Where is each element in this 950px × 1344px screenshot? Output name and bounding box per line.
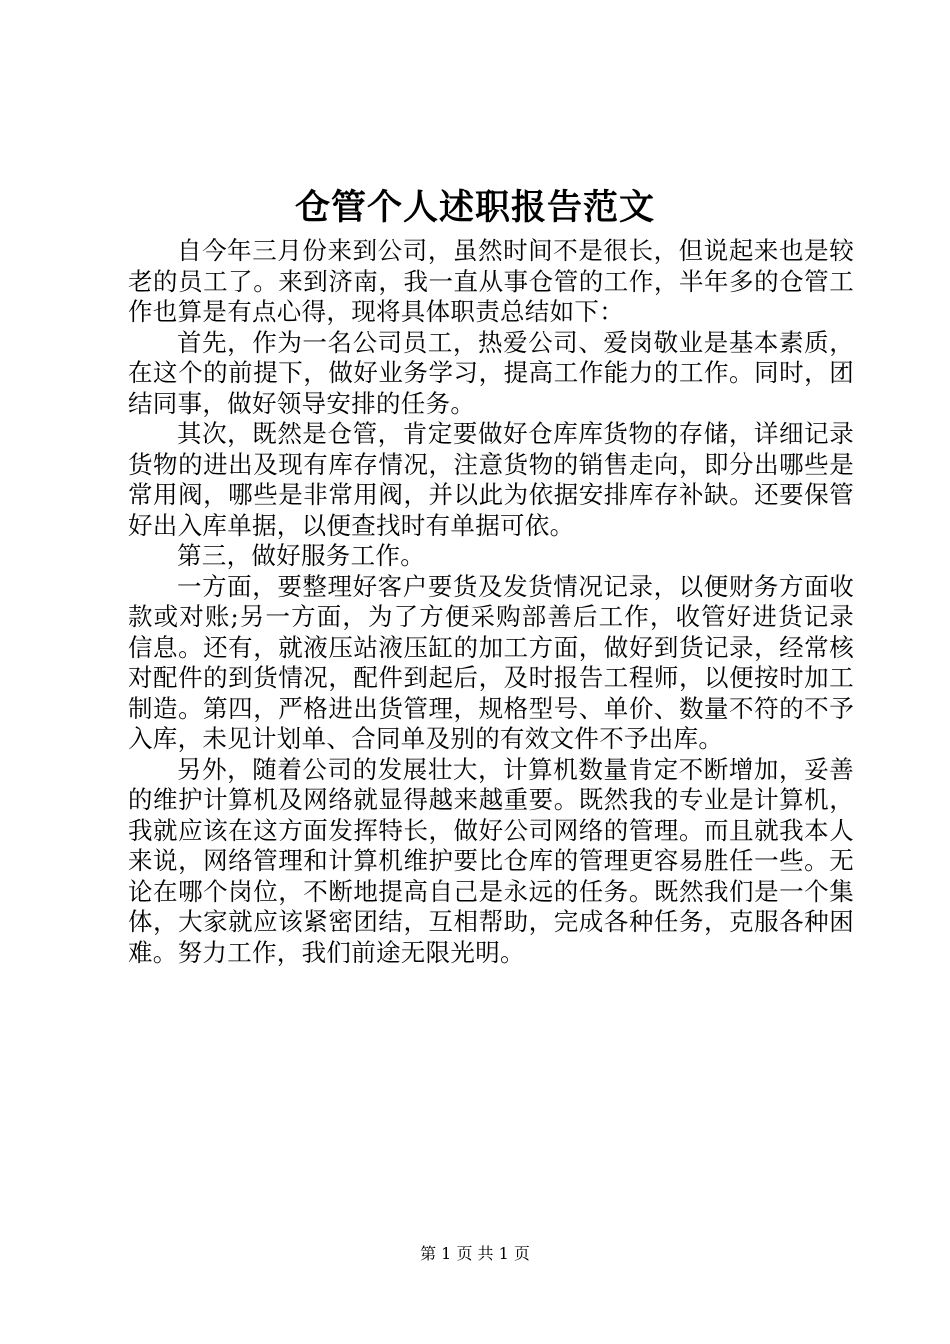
document-body xyxy=(128,236,854,968)
page-number-footer: 第 1 页 共 1 页 xyxy=(420,1244,530,1263)
paragraph-additionally: 另外，随着公司的发展壮大，计算机数量肯定不断增加，妥善的维护计算机及网络就显得越来越重要。既然我的专业是计算机，我就应该在这方面发挥特长，做好公司网络的管理。而且就我本人来说，网络管理和计算机维护要比仓库的管理更容易胜任一些。无论在哪个岗位，不断地提高自己是永远的任务。既然我们是一个集体，大家就应该紧密团结，互相帮助，完成各种任务，克服各种困难。努力工作，我们前途无限光明。 xyxy=(128,754,854,967)
paragraph-second: 其次，既然是仓管，肯定要做好仓库库货物的存储，详细记录货物的进出及现有库存情况，注意货物的销售走向，即分出哪些是常用阀，哪些是非常用阀，并以此为依据安排库存补缺。还要保管好出入库单据，以便查找时有单据可依。 xyxy=(128,419,854,540)
paragraph-first: 首先，作为一名公司员工，热爱公司、爱岗敬业是基本素质，在这个的前提下，做好业务学习，提高工作能力的工作。同时，团结同事，做好领导安排的任务。 xyxy=(128,327,854,418)
paragraph-third: 第三，做好服务工作。 xyxy=(177,541,425,570)
document-title: 仓管个人述职报告范文 xyxy=(294,187,655,228)
paragraph-one-side: 一方面，要整理好客户要货及发货情况记录，以便财务方面收款或对账;另一方面，为了方便采购部善后工作，收管好进货记录信息。还有，就液压站液压缸的加工方面，做好到货记录，经常核对配件的到货情况，配件到起后，及时报告工程师，以便按时加工制造。第四，严格进出货管理，规格型号、单价、数量不符的不予入库，未见计划单、合同单及别的有效文件不予出库。 xyxy=(128,571,854,753)
paragraph-intro: 自今年三月份来到公司，虽然时间不是很长，但说起来也是较老的员工了。来到济南，我一直从事仓管的工作，半年多的仓管工作也算是有点心得，现将具体职责总结如下： xyxy=(128,236,854,326)
